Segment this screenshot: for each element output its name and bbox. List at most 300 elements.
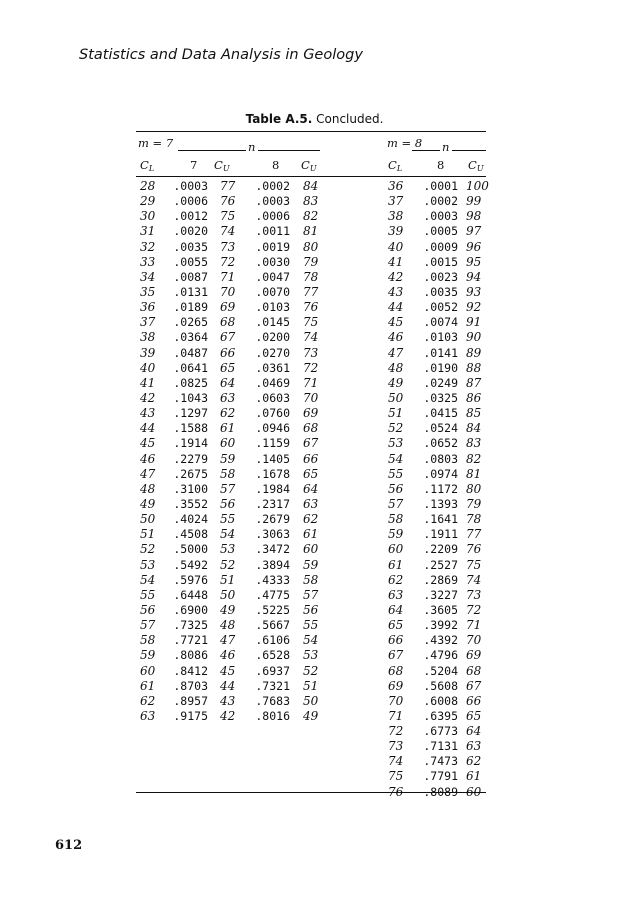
right-cl-column — [388, 179, 412, 800]
right-cu1-cell: 75 — [466, 557, 482, 572]
right-p1-cell: .0141 — [423, 345, 458, 360]
right-cl-cell: 44 — [388, 300, 404, 315]
right-cl-cell: 47 — [388, 345, 404, 360]
right-p1-cell: .6773 — [423, 724, 458, 739]
left-cu1-cell: 45 — [220, 663, 236, 678]
right-p1-cell: .0009 — [423, 239, 458, 254]
right-cl-cell: 55 — [388, 466, 404, 481]
right-cl-cell: 72 — [388, 724, 404, 739]
left-cl-cell: 49 — [140, 496, 156, 511]
right-cu1-cell: 100 — [466, 179, 489, 193]
right-cu1-cell: 84 — [466, 421, 482, 436]
n-label-left: n — [248, 140, 256, 154]
left-p2-cell: .8016 — [255, 708, 290, 723]
right-cl-cell: 52 — [388, 421, 404, 436]
left-cu2-cell: 53 — [303, 648, 319, 663]
left-p2-cell: .0760 — [255, 406, 290, 421]
left-cu1-cell: 64 — [220, 375, 236, 390]
left-cu2-cell: 82 — [303, 209, 319, 224]
left-cu1-cell: 77 — [220, 179, 236, 193]
left-cu1-cell: 56 — [220, 496, 236, 511]
left-p1-cell: .8957 — [173, 693, 208, 708]
page-number: 612 — [55, 838, 83, 853]
left-cu1-cell: 48 — [220, 618, 236, 633]
left-cl-cell: 51 — [140, 527, 156, 542]
right-p1-cell: .0052 — [423, 300, 458, 315]
left-p2-cell: .0469 — [255, 375, 290, 390]
left-cu1-cell: 54 — [220, 527, 236, 542]
right-cu1-cell: 73 — [466, 587, 482, 602]
left-cu2-cell: 65 — [303, 466, 319, 481]
left-cl-cell: 31 — [140, 224, 156, 239]
col-header-n8-left: 8 — [272, 158, 280, 172]
left-p1-cell: .7721 — [173, 633, 208, 648]
left-cu2-cell: 57 — [303, 587, 319, 602]
left-cu2-cell: 79 — [303, 254, 319, 269]
left-p2-cell: .2679 — [255, 512, 290, 527]
left-cu2-cell: 75 — [303, 315, 319, 330]
right-p1-cell: .2869 — [423, 572, 458, 587]
right-p1-cell: .7791 — [423, 769, 458, 784]
left-cl-cell: 41 — [140, 375, 156, 390]
left-p1-cell: .3552 — [173, 496, 208, 511]
right-p1-cell: .4392 — [423, 633, 458, 648]
right-p1-cell: .5608 — [423, 678, 458, 693]
left-cl-cell: 50 — [140, 512, 156, 527]
right-cl-cell: 74 — [388, 754, 404, 769]
right-p1-cell: .2209 — [423, 542, 458, 557]
left-cu1-cell: 57 — [220, 481, 236, 496]
right-cl-cell: 39 — [388, 224, 404, 239]
left-cu1-cell: 69 — [220, 300, 236, 315]
left-cu1-cell: 44 — [220, 678, 236, 693]
right-cl-cell: 60 — [388, 542, 404, 557]
left-cl-cell: 28 — [140, 179, 156, 193]
left-p1-cell: .8412 — [173, 663, 208, 678]
left-cu2-cell: 50 — [303, 693, 319, 708]
right-p1-cell: .1641 — [423, 512, 458, 527]
left-p1-cell: .0131 — [173, 284, 208, 299]
right-cu1-cell: 88 — [466, 360, 482, 375]
right-p1-cell: .0249 — [423, 375, 458, 390]
left-p2-cell: .7683 — [255, 693, 290, 708]
m7-label: m = 7 — [138, 136, 174, 150]
left-p1-cell: .0265 — [173, 315, 208, 330]
right-cl-cell: 63 — [388, 587, 404, 602]
right-cu1-cell: 76 — [466, 542, 482, 557]
left-cu2-cell: 81 — [303, 224, 319, 239]
left-cu1-cell: 72 — [220, 254, 236, 269]
right-cl-cell: 62 — [388, 572, 404, 587]
left-cu1-cell: 71 — [220, 269, 236, 284]
right-cu1-cell: 70 — [466, 633, 482, 648]
right-cl-cell: 45 — [388, 315, 404, 330]
left-p1-cell: .0487 — [173, 345, 208, 360]
left-p2-cell: .0047 — [255, 269, 290, 284]
n-line-right-a — [412, 150, 440, 151]
left-p1-cell: .1043 — [173, 390, 208, 405]
left-cl-column — [140, 179, 164, 724]
right-cl-cell: 71 — [388, 708, 404, 723]
right-cl-cell: 57 — [388, 496, 404, 511]
right-p1-cell: .3227 — [423, 587, 458, 602]
left-cu-a-column — [220, 179, 244, 724]
left-cu2-cell: 72 — [303, 360, 319, 375]
right-cu1-cell: 86 — [466, 390, 482, 405]
n-line-left-b — [258, 150, 320, 151]
left-cu2-cell: 84 — [303, 179, 319, 193]
right-cu1-cell: 77 — [466, 527, 482, 542]
right-cu1-cell: 62 — [466, 754, 482, 769]
right-p1-cell: .5204 — [423, 663, 458, 678]
right-p1-cell: .8089 — [423, 784, 458, 799]
left-cl-cell: 44 — [140, 421, 156, 436]
right-p1-cell: .1911 — [423, 527, 458, 542]
left-cl-cell: 58 — [140, 633, 156, 648]
left-cu2-cell: 68 — [303, 421, 319, 436]
left-p2-cell: .4775 — [255, 587, 290, 602]
col-header-cl-right: $C_L$ — [388, 158, 403, 173]
n-label-right: n — [442, 140, 450, 154]
right-cu1-cell: 85 — [466, 406, 482, 421]
left-p2-cell: .7321 — [255, 678, 290, 693]
left-p2-cell: .0103 — [255, 300, 290, 315]
left-p2-cell: .0145 — [255, 315, 290, 330]
right-cu1-cell: 63 — [466, 739, 482, 754]
left-cl-cell: 40 — [140, 360, 156, 375]
left-cu1-cell: 73 — [220, 239, 236, 254]
right-cl-cell: 65 — [388, 618, 404, 633]
left-cl-cell: 54 — [140, 572, 156, 587]
right-p1-cell: .0190 — [423, 360, 458, 375]
left-cu1-cell: 75 — [220, 209, 236, 224]
left-p2-cell: .6528 — [255, 648, 290, 663]
left-p1-cell: .4024 — [173, 512, 208, 527]
left-cu1-cell: 70 — [220, 284, 236, 299]
left-cl-cell: 36 — [140, 300, 156, 315]
running-head: Statistics and Data Analysis in Geology — [79, 47, 363, 63]
right-cu1-cell: 95 — [466, 254, 482, 269]
right-cu1-cell: 83 — [466, 436, 482, 451]
left-cl-cell: 38 — [140, 330, 156, 345]
right-p1-cell: .0015 — [423, 254, 458, 269]
left-p1-cell: .5492 — [173, 557, 208, 572]
right-p1-cell: .3992 — [423, 618, 458, 633]
left-p2-cell: .0270 — [255, 345, 290, 360]
right-p1-cell: .0003 — [423, 209, 458, 224]
left-cl-cell: 60 — [140, 663, 156, 678]
left-cu2-cell: 67 — [303, 436, 319, 451]
left-cu2-cell: 59 — [303, 557, 319, 572]
left-cu1-cell: 59 — [220, 451, 236, 466]
left-p1-cell: .0035 — [173, 239, 208, 254]
left-cu2-cell: 52 — [303, 663, 319, 678]
left-cu1-cell: 67 — [220, 330, 236, 345]
left-cu2-cell: 51 — [303, 678, 319, 693]
right-cu1-cell: 66 — [466, 693, 482, 708]
left-p2-cell: .2317 — [255, 496, 290, 511]
left-cl-cell: 42 — [140, 390, 156, 405]
right-p1-cell: .0524 — [423, 421, 458, 436]
right-p1-cell: .6395 — [423, 708, 458, 723]
right-cl-cell: 43 — [388, 284, 404, 299]
right-p1-cell: .0002 — [423, 194, 458, 209]
left-p1-cell: .7325 — [173, 618, 208, 633]
left-p1-cell: .0003 — [173, 179, 208, 193]
left-cl-cell: 37 — [140, 315, 156, 330]
m8-label: m = 8 — [387, 136, 423, 150]
right-cu1-cell: 72 — [466, 602, 482, 617]
left-cu2-cell: 76 — [303, 300, 319, 315]
right-cu1-cell: 82 — [466, 451, 482, 466]
right-p1-cell: .0001 — [423, 179, 458, 193]
right-cu1-cell: 60 — [466, 784, 482, 799]
right-cu1-cell: 74 — [466, 572, 482, 587]
left-cu2-cell: 60 — [303, 542, 319, 557]
left-cl-cell: 30 — [140, 209, 156, 224]
left-p1-cell: .6900 — [173, 602, 208, 617]
col-header-cu-left-a: $C_U$ — [214, 158, 230, 173]
right-cl-cell: 40 — [388, 239, 404, 254]
left-p1-cell: .8703 — [173, 678, 208, 693]
left-cu2-cell: 64 — [303, 481, 319, 496]
right-cl-cell: 75 — [388, 769, 404, 784]
left-p2-cell: .0070 — [255, 284, 290, 299]
left-p2-cell: .0006 — [255, 209, 290, 224]
left-cl-cell: 34 — [140, 269, 156, 284]
left-cu1-cell: 61 — [220, 421, 236, 436]
right-cl-cell: 53 — [388, 436, 404, 451]
left-p2-cell: .1984 — [255, 481, 290, 496]
left-p2-cell: .0603 — [255, 390, 290, 405]
left-p2-cell: .3472 — [255, 542, 290, 557]
right-p1-cell: .3605 — [423, 602, 458, 617]
left-cu2-cell: 56 — [303, 602, 319, 617]
right-cl-cell: 64 — [388, 602, 404, 617]
left-cu2-cell: 80 — [303, 239, 319, 254]
left-p2-cell: .1405 — [255, 451, 290, 466]
left-cu2-cell: 62 — [303, 512, 319, 527]
right-cu-column — [466, 179, 490, 800]
left-p2-cell: .0200 — [255, 330, 290, 345]
right-cl-cell: 69 — [388, 678, 404, 693]
left-p2-cell: .0002 — [255, 179, 290, 193]
left-p2-cell: .3063 — [255, 527, 290, 542]
right-p1-cell: .0652 — [423, 436, 458, 451]
left-cu2-cell: 77 — [303, 284, 319, 299]
left-cu2-cell: 70 — [303, 390, 319, 405]
left-cu1-cell: 74 — [220, 224, 236, 239]
left-p2-cell: .5667 — [255, 618, 290, 633]
right-p1-cell: .0974 — [423, 466, 458, 481]
left-p1-cell: .0364 — [173, 330, 208, 345]
n-line-right-b — [452, 150, 486, 151]
left-cl-cell: 61 — [140, 678, 156, 693]
right-cu1-cell: 96 — [466, 239, 482, 254]
right-cl-cell: 51 — [388, 406, 404, 421]
right-cl-cell: 46 — [388, 330, 404, 345]
right-p1-cell: .0325 — [423, 390, 458, 405]
left-cl-cell: 39 — [140, 345, 156, 360]
right-cl-cell: 59 — [388, 527, 404, 542]
left-p1-cell: .2279 — [173, 451, 208, 466]
left-cu1-cell: 51 — [220, 572, 236, 587]
right-cl-cell: 54 — [388, 451, 404, 466]
left-cu1-cell: 65 — [220, 360, 236, 375]
left-cu1-cell: 52 — [220, 557, 236, 572]
left-p1-cell: .8086 — [173, 648, 208, 663]
right-cl-cell: 36 — [388, 179, 404, 193]
left-cl-cell: 52 — [140, 542, 156, 557]
right-cl-cell: 66 — [388, 633, 404, 648]
col-header-n7: 7 — [190, 158, 198, 172]
left-p2-cell: .0030 — [255, 254, 290, 269]
left-cl-cell: 43 — [140, 406, 156, 421]
right-cu1-cell: 94 — [466, 269, 482, 284]
right-n8-prob-column — [418, 179, 458, 800]
left-cl-cell: 29 — [140, 194, 156, 209]
left-cu1-cell: 47 — [220, 633, 236, 648]
col-header-n8-right: 8 — [437, 158, 445, 172]
left-p2-cell: .1159 — [255, 436, 290, 451]
left-n7-prob-column — [170, 179, 208, 724]
left-cu2-cell: 55 — [303, 618, 319, 633]
right-cl-cell: 61 — [388, 557, 404, 572]
right-cu1-cell: 71 — [466, 618, 482, 633]
left-p1-cell: .0825 — [173, 375, 208, 390]
right-cl-cell: 41 — [388, 254, 404, 269]
left-cu1-cell: 49 — [220, 602, 236, 617]
left-cu1-cell: 55 — [220, 512, 236, 527]
left-cu2-cell: 74 — [303, 330, 319, 345]
left-cu2-cell: 78 — [303, 269, 319, 284]
right-p1-cell: .0005 — [423, 224, 458, 239]
left-p2-cell: .0011 — [255, 224, 290, 239]
left-cu2-cell: 63 — [303, 496, 319, 511]
left-cu2-cell: 54 — [303, 633, 319, 648]
left-cl-cell: 45 — [140, 436, 156, 451]
left-cl-cell: 35 — [140, 284, 156, 299]
left-p1-cell: .0020 — [173, 224, 208, 239]
left-p1-cell: .0006 — [173, 194, 208, 209]
right-cl-cell: 38 — [388, 209, 404, 224]
left-p1-cell: .1914 — [173, 436, 208, 451]
left-p1-cell: .0055 — [173, 254, 208, 269]
left-n8-prob-column — [252, 179, 290, 724]
left-p2-cell: .3894 — [255, 557, 290, 572]
left-p1-cell: .0012 — [173, 209, 208, 224]
right-cl-cell: 42 — [388, 269, 404, 284]
right-p1-cell: .6008 — [423, 693, 458, 708]
left-cl-cell: 56 — [140, 602, 156, 617]
right-cl-cell: 73 — [388, 739, 404, 754]
left-p1-cell: .0641 — [173, 360, 208, 375]
right-cu1-cell: 79 — [466, 496, 482, 511]
left-cl-cell: 48 — [140, 481, 156, 496]
left-cu1-cell: 68 — [220, 315, 236, 330]
left-cl-cell: 46 — [140, 451, 156, 466]
table-label: Table A.5. — [245, 112, 313, 126]
left-cu2-cell: 71 — [303, 375, 319, 390]
right-cu1-cell: 97 — [466, 224, 482, 239]
right-cu1-cell: 81 — [466, 466, 482, 481]
table-caption-text: Concluded. — [316, 112, 384, 126]
left-cu2-cell: 83 — [303, 194, 319, 209]
left-cl-cell: 47 — [140, 466, 156, 481]
right-p1-cell: .4796 — [423, 648, 458, 663]
left-cu1-cell: 43 — [220, 693, 236, 708]
left-p1-cell: .4508 — [173, 527, 208, 542]
right-cu1-cell: 98 — [466, 209, 482, 224]
left-cl-cell: 59 — [140, 648, 156, 663]
left-p1-cell: .0189 — [173, 300, 208, 315]
col-header-cu-left-b: $C_U$ — [301, 158, 317, 173]
right-cl-cell: 76 — [388, 784, 404, 799]
left-p2-cell: .6106 — [255, 633, 290, 648]
left-cu1-cell: 63 — [220, 390, 236, 405]
right-cu1-cell: 93 — [466, 284, 482, 299]
right-cu1-cell: 89 — [466, 345, 482, 360]
right-p1-cell: .7131 — [423, 739, 458, 754]
left-cu2-cell: 61 — [303, 527, 319, 542]
left-p1-cell: .1297 — [173, 406, 208, 421]
left-cu1-cell: 58 — [220, 466, 236, 481]
right-p1-cell: .7473 — [423, 754, 458, 769]
right-cl-cell: 49 — [388, 375, 404, 390]
right-p1-cell: .2527 — [423, 557, 458, 572]
right-cu1-cell: 99 — [466, 194, 482, 209]
right-p1-cell: .0035 — [423, 284, 458, 299]
left-cu2-cell: 66 — [303, 451, 319, 466]
right-p1-cell: .1393 — [423, 496, 458, 511]
right-cl-cell: 48 — [388, 360, 404, 375]
left-p1-cell: .6448 — [173, 587, 208, 602]
right-cl-cell: 70 — [388, 693, 404, 708]
left-cu2-cell: 49 — [303, 708, 319, 723]
right-cu1-cell: 68 — [466, 663, 482, 678]
col-header-cl-left: $C_L$ — [140, 158, 155, 173]
left-cu-b-column — [303, 179, 327, 724]
left-cu1-cell: 53 — [220, 542, 236, 557]
left-p1-cell: .1588 — [173, 421, 208, 436]
left-cl-cell: 32 — [140, 239, 156, 254]
right-cl-cell: 58 — [388, 512, 404, 527]
left-cl-cell: 33 — [140, 254, 156, 269]
left-cu1-cell: 66 — [220, 345, 236, 360]
right-cu1-cell: 61 — [466, 769, 482, 784]
n-line-left-a — [178, 150, 246, 151]
left-cu1-cell: 42 — [220, 708, 236, 723]
left-p1-cell: .5000 — [173, 542, 208, 557]
right-cu1-cell: 67 — [466, 678, 482, 693]
left-cl-cell: 62 — [140, 693, 156, 708]
left-p1-cell: .2675 — [173, 466, 208, 481]
left-cu1-cell: 60 — [220, 436, 236, 451]
right-cl-cell: 68 — [388, 663, 404, 678]
right-cu1-cell: 78 — [466, 512, 482, 527]
left-p1-cell: .5976 — [173, 572, 208, 587]
right-cu1-cell: 87 — [466, 375, 482, 390]
right-cu1-cell: 91 — [466, 315, 482, 330]
right-p1-cell: .0103 — [423, 330, 458, 345]
right-p1-cell: .0803 — [423, 451, 458, 466]
left-cl-cell: 57 — [140, 618, 156, 633]
right-cu1-cell: 80 — [466, 481, 482, 496]
left-p2-cell: .0946 — [255, 421, 290, 436]
top-rule — [136, 131, 486, 132]
right-p1-cell: .0074 — [423, 315, 458, 330]
left-cl-cell: 63 — [140, 708, 156, 723]
